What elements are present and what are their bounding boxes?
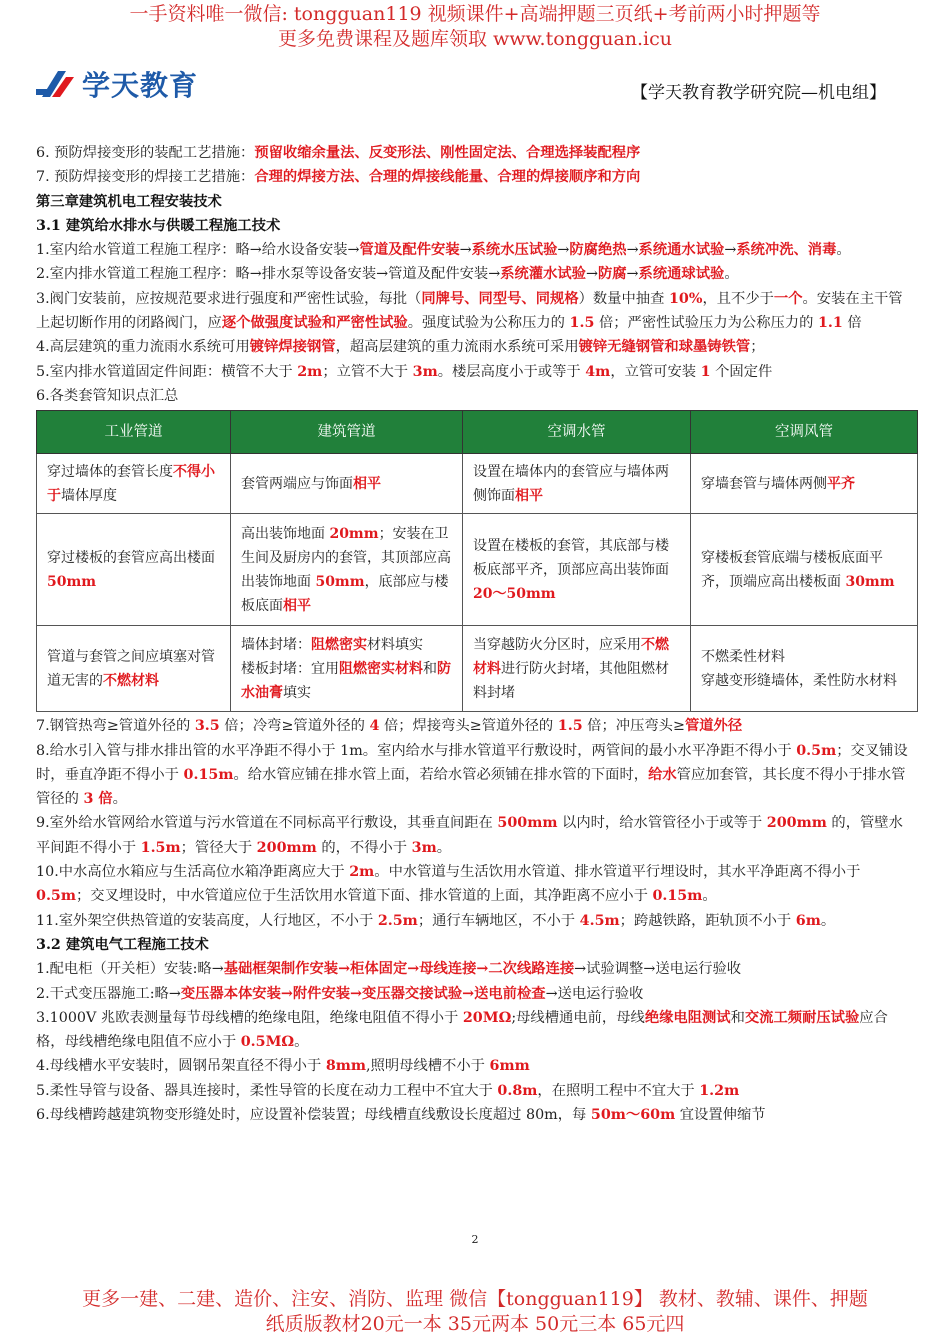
table-cell (691, 514, 918, 626)
highlight-text: 50mm (47, 573, 97, 590)
body-text: 个固定件 (710, 363, 773, 380)
highlight-text: 50m～60m (590, 1107, 676, 1124)
highlight-text: 4m (585, 363, 611, 380)
body-text: ，在照明工程中不宜大于 (537, 1082, 700, 1099)
body-text: ;母线槽通电前，母线 (511, 1009, 645, 1026)
highlight-text: 1.2m (699, 1082, 740, 1099)
body-text: 5.室内排水管道固定件间距：横管不大于 (36, 363, 298, 380)
paragraph (36, 909, 916, 933)
body-text: 2.干式变压器施工:略→ (36, 985, 181, 1002)
body-text: ；安装在卫生间及厨房内的套管，其顶部应高出装饰地面 (241, 525, 451, 590)
highlight-text: 1.5m (140, 839, 181, 856)
highlight-text: 相平 (283, 597, 311, 614)
body-text: → (626, 242, 639, 259)
table-cell (691, 626, 918, 712)
table-header-cell: 工业管道 (37, 411, 231, 454)
body-text: ，立管可安装 (610, 363, 701, 380)
table-cell (691, 454, 918, 514)
highlight-text: 0.15m (652, 888, 703, 905)
body-text: ；管径大于 (180, 839, 257, 856)
body-text: →试验调整→送电运行验收 (574, 961, 742, 978)
table-header-row (37, 411, 918, 454)
body-text: 穿墙套管与墙体两侧 (701, 475, 827, 492)
body-text: ； (750, 339, 765, 356)
paragraph (36, 1054, 916, 1078)
highlight-text: 500mm (497, 815, 558, 832)
highlight-text: 4 (369, 718, 380, 735)
highlight-text: 1.5 (569, 315, 595, 332)
body-text: 4.母线槽水平安装时，圆钢吊架直径不得小于 (36, 1058, 326, 1075)
body-text: → (459, 242, 472, 259)
highlight-text: 逐个做强度试验和严密性试验 (221, 315, 408, 332)
section-heading-text: 第三章建筑机电工程安装技术 (36, 193, 222, 210)
body-text: 4.高层建筑的重力流雨水系统可用 (36, 339, 250, 356)
highlight-text: 变压器本体安装→附件安装→变压器交接试验→送电前检查 (180, 985, 546, 1002)
table-header-cell: 建筑管道 (231, 411, 463, 454)
table-body (37, 454, 918, 712)
body-text: 和 (423, 660, 437, 677)
table-cell (37, 454, 231, 514)
body-text: 墙体封堵： (241, 636, 311, 653)
paragraph (36, 335, 916, 359)
highlight-text: 2m (349, 864, 375, 881)
paragraph (36, 860, 916, 909)
highlight-text: 6m (795, 912, 821, 929)
body-text: ；跨越铁路，距轨顶不小于 (619, 912, 796, 929)
paragraph (36, 384, 916, 408)
table-row (37, 514, 918, 626)
paragraph (36, 141, 916, 165)
table-cell (37, 626, 231, 712)
highlight-text: 系统通球试验 (638, 266, 725, 283)
highlight-text: 30mm (845, 573, 895, 590)
highlight-text: 3m (411, 839, 437, 856)
paragraph (36, 262, 916, 286)
paragraph (36, 739, 916, 812)
paragraph-group-1 (36, 141, 916, 408)
body-text: 。安装在主干管上起切断作用的闭路阀门，应 (36, 290, 903, 332)
sleeve-table (36, 410, 918, 712)
body-text: 墙体厚度 (61, 487, 117, 504)
body-text: 的，不得小于 (316, 839, 412, 856)
highlight-text: 10% (668, 290, 703, 307)
body-text: 倍；冷弯≥管道外径的 (219, 718, 370, 735)
highlight-text: 预留收缩余量法、反变形法、刚性固定法、合理选择装配程序 (254, 145, 641, 161)
body-text: 7. 预防焊接变形的焊接工艺措施： (36, 169, 255, 186)
highlight-text: 0.5m (36, 888, 77, 905)
highlight-text: 8mm (325, 1058, 367, 1075)
body-text: 6.母线槽跨越建筑物变形缝处时，应设置补偿装置；母线槽直线敷设长度超过 80m，每 (36, 1107, 591, 1124)
table-cell (463, 626, 691, 712)
highlight-text: 系统冲洗、消毒 (736, 242, 837, 259)
body-text: → (585, 266, 598, 283)
body-text: 的，管壁水平间距不得小于 (36, 815, 903, 856)
highlight-text: 1.1 (817, 315, 843, 332)
highlight-text: 6mm (489, 1058, 530, 1075)
table-header-cell: 空调风管 (691, 411, 918, 454)
highlight-text: 2.5m (377, 912, 418, 929)
highlight-text: 2m (297, 363, 323, 380)
table-cell (463, 454, 691, 514)
body-text: 。楼层高度小于或等于 (437, 363, 586, 380)
body-text: 倍 (842, 315, 862, 332)
table-cell (231, 514, 463, 626)
highlight-text: 0.5MΩ (240, 1034, 295, 1051)
highlight-text: 阻燃密实 (311, 636, 367, 653)
body-text: 设置在墙体内的套管应与墙体两侧饰面 (473, 463, 669, 504)
section-heading-text: 3.2 建筑电气工程施工技术 (36, 936, 209, 953)
body-text: ，且不少于 (702, 290, 774, 307)
section-heading-text: 3.1 建筑给水排水与供暖工程施工技术 (36, 217, 281, 234)
body-text: 以内时，给水管管径小于或等于 (557, 815, 767, 832)
document-body (36, 141, 916, 1127)
body-text: 当穿越防火分区时，应采用 (473, 636, 641, 653)
highlight-text: 相平 (515, 487, 543, 504)
paragraph (36, 287, 916, 336)
body-text: 8.给水引入管与排水排出管的水平净距不得小于 1m。室内给水与排水管道平行敷设时，两管间的最小水平净距不得小于 (36, 742, 797, 759)
highlight-text: 200mm (766, 815, 827, 832)
highlight-text: 合理的焊接方法、合理的焊接线能量、合理的焊接顺序和方向 (254, 169, 641, 186)
body-text: 。 (820, 912, 836, 929)
paragraph-group-2 (36, 714, 916, 1127)
table-cell (37, 514, 231, 626)
highlight-text: 3 倍 (83, 791, 113, 808)
highlight-text: 防水油膏 (241, 660, 451, 701)
paragraph (36, 933, 916, 957)
institute-label: 【学天教育教学研究院—机电组】 (631, 83, 886, 103)
paragraph (36, 1103, 916, 1127)
highlight-text: 3.5 (194, 718, 220, 735)
highlight-text: 基础框架制作安装→柜体固定→母线连接→二次线路连接 (223, 961, 575, 978)
body-text: ，底部应与楼板底面 (241, 573, 449, 614)
highlight-text: 4.5m (579, 912, 620, 929)
highlight-text: 不燃材料 (473, 636, 669, 677)
body-text: 6. 预防焊接变形的装配工艺措施： (36, 145, 255, 161)
body-text: 1.配电柜（开关柜）安装:略→ (36, 961, 224, 978)
paragraph (36, 714, 916, 738)
highlight-text: 防腐绝热 (569, 242, 627, 259)
body-text: ；立管不大于 (322, 363, 413, 380)
table-cell (231, 626, 463, 712)
highlight-text: 镀锌焊接钢管 (249, 339, 336, 356)
body-text: 穿过楼板的套管应高出楼面 (47, 549, 215, 566)
body-text: 。 (702, 888, 717, 905)
highlight-text: 0.5m (796, 742, 837, 759)
highlight-text: 1 (700, 363, 711, 380)
paragraph (36, 1079, 916, 1103)
brand-logo (36, 64, 198, 104)
body-text: ；交叉铺设时，垂直净距不得小于 (36, 742, 908, 783)
body-text: 。 (112, 791, 127, 808)
body-text: 1.室内给水管道工程施工程序：略→给水设备安装→ (36, 242, 360, 259)
highlight-text: 0.8m (497, 1082, 538, 1099)
highlight-text: 镀锌无缝钢管和球墨铸铁管 (578, 339, 751, 356)
body-text: → (557, 242, 570, 259)
table-cell (231, 454, 463, 514)
highlight-text: 管道及配件安装 (359, 242, 460, 259)
body-text: 套管两端应与饰面 (241, 475, 353, 492)
body-text: 宜设置伸缩节 (675, 1107, 766, 1124)
page-number: 2 (471, 1233, 479, 1246)
body-text: 3.阀门安装前，应按规范要求进行强度和严密性试验，每批（ (36, 290, 422, 307)
highlight-text: 3m (412, 363, 438, 380)
body-text: 材料填实 (367, 636, 423, 653)
body-text: → (626, 266, 639, 283)
body-text: 高出装饰地面 (241, 525, 330, 542)
bottom-promo-line-2: 纸质版教材20元一本 35元两本 50元三本 65元四 (265, 1313, 685, 1335)
paragraph (36, 957, 916, 981)
body-text: 。 (724, 266, 739, 283)
body-text: ；交叉埋设时，中水管道应位于生活饮用水管道下面、排水管道的上面，其净距离不应小于 (76, 888, 653, 905)
highlight-text: 系统通水试验 (638, 242, 725, 259)
paragraph (36, 165, 916, 189)
logo-mark-icon (36, 67, 76, 101)
highlight-text: 20～50mm (473, 585, 556, 602)
body-text: 和 (730, 1009, 745, 1026)
highlight-text: 防腐 (597, 266, 627, 283)
highlight-text: 20mm (329, 525, 379, 542)
body-text: ，超高层建筑的重力流雨水系统可采用 (335, 339, 579, 356)
body-text: 管应加套管，其长度不得小于排水管管径的 (36, 766, 906, 808)
body-text: 。中水管道与生活饮用水管道、排水管道平行埋设时，其水平净距离不得小于 (374, 864, 861, 881)
highlight-text: 一个 (773, 290, 803, 307)
body-text: 倍；严密性试验压力为公称压力的 (594, 315, 818, 332)
body-text: 。给水管应铺在排水管上面，若给水管必须铺在排水管的下面时， (233, 766, 649, 783)
body-text: 楼板封堵：宜用 (241, 660, 339, 677)
highlight-text: 阻燃密实材料 (339, 660, 423, 677)
highlight-text: 系统灌水试验 (500, 266, 586, 283)
paragraph (36, 811, 916, 860)
body-text: 穿楼板套管底端与楼板底面平齐，顶端应高出楼板面 (701, 549, 883, 590)
highlight-text: 平齐 (827, 475, 855, 492)
highlight-text: 绝缘电阻测试 (644, 1009, 731, 1026)
body-text: 应合格，母线槽绝缘电阻值不应小于 (36, 1009, 888, 1051)
highlight-text: 200mm (256, 839, 317, 856)
bottom-promo-line-1: 更多一建、二建、造价、注安、消防、监理 微信【tongguan119】 教材、教辅、课件、押题 (82, 1288, 868, 1310)
highlight-text: 20MΩ (462, 1009, 512, 1026)
table-row (37, 454, 918, 514)
highlight-text: 同牌号、同型号、同规格 (421, 290, 579, 307)
body-text: 管道与套管之间应填塞对管道无害的 (47, 648, 215, 689)
body-text: 填实 (283, 684, 311, 701)
highlight-text: 不得小于 (47, 463, 215, 504)
body-text: 不燃柔性材料 (701, 648, 785, 665)
highlight-text: 管道外径 (684, 718, 743, 735)
highlight-text: 系统水压试验 (471, 242, 558, 259)
highlight-text: 0.15m (183, 766, 234, 783)
body-text: 倍；冲压弯头≥ (582, 718, 685, 735)
paragraph (36, 360, 916, 384)
body-text: 11.室外架空供热管道的安装高度，人行地区，不小于 (36, 912, 378, 929)
body-text: 7.钢管热弯≥管道外径的 (36, 718, 195, 735)
top-promo-line-1: 一手资料唯一微信: tongguan119 视频课件+高端押题三页纸+考前两小时押题等 (129, 3, 821, 25)
body-text: 进行防火封堵，其他阻燃材料封堵 (473, 660, 669, 701)
body-text: 倍；焊接弯头≥管道外径的 (379, 718, 558, 735)
body-text: 。强度试验为公称压力的 (407, 315, 570, 332)
body-text: → (724, 242, 737, 259)
paragraph (36, 238, 916, 262)
body-text: 。 (836, 242, 851, 259)
body-text: 6.各类套管知识点汇总 (36, 387, 179, 404)
table-header-cell: 空调水管 (463, 411, 691, 454)
paragraph (36, 982, 916, 1006)
body-text: 3.1000V 兆欧表测量每节母线槽的绝缘电阻，绝缘电阻值不得小于 (36, 1009, 463, 1026)
body-text: 9.室外给水管网给水管道与污水管道在不同标高平行敷设，其垂直间距在 (36, 815, 498, 832)
body-text: 10.中水高位水箱应与生活高位水箱净距离应大于 (36, 864, 350, 881)
highlight-text: 1.5 (557, 718, 583, 735)
body-text: ,照明母线槽不小于 (366, 1058, 490, 1075)
body-text: →送电运行验收 (545, 985, 644, 1002)
paragraph (36, 190, 916, 214)
highlight-text: 给水 (648, 766, 677, 783)
highlight-text: 交流工频耐压试验 (744, 1009, 860, 1026)
table-cell (463, 514, 691, 626)
logo-text: 学天教育 (82, 69, 199, 102)
body-text: 穿越变形缝墙体，柔性防水材料 (701, 672, 897, 689)
body-text: 5.柔性导管与设备、器具连接时，柔性导管的长度在动力工程中不宜大于 (36, 1082, 498, 1099)
body-text: 2.室内排水管道工程施工程序：略→排水泵等设备安装→管道及配件安装→ (36, 266, 501, 283)
body-text: 。 (294, 1034, 309, 1051)
body-text: ）数量中抽查 (578, 290, 669, 307)
highlight-text: 50mm (315, 573, 365, 590)
body-text: 穿过墙体的套管长度 (47, 463, 173, 480)
top-promo-line-2[interactable]: 更多免费课程及题库领取 www.tongguan.icu (277, 28, 673, 50)
highlight-text: 不燃材料 (103, 672, 159, 689)
table-row (37, 626, 918, 712)
highlight-text: 相平 (353, 475, 381, 492)
body-text: 。 (436, 839, 452, 856)
body-text: ；通行车辆地区，不小于 (417, 912, 580, 929)
paragraph (36, 214, 916, 238)
paragraph (36, 1006, 916, 1055)
body-text: 设置在楼板的套管，其底部与楼板底部平齐，顶部应高出装饰面 (473, 537, 669, 578)
